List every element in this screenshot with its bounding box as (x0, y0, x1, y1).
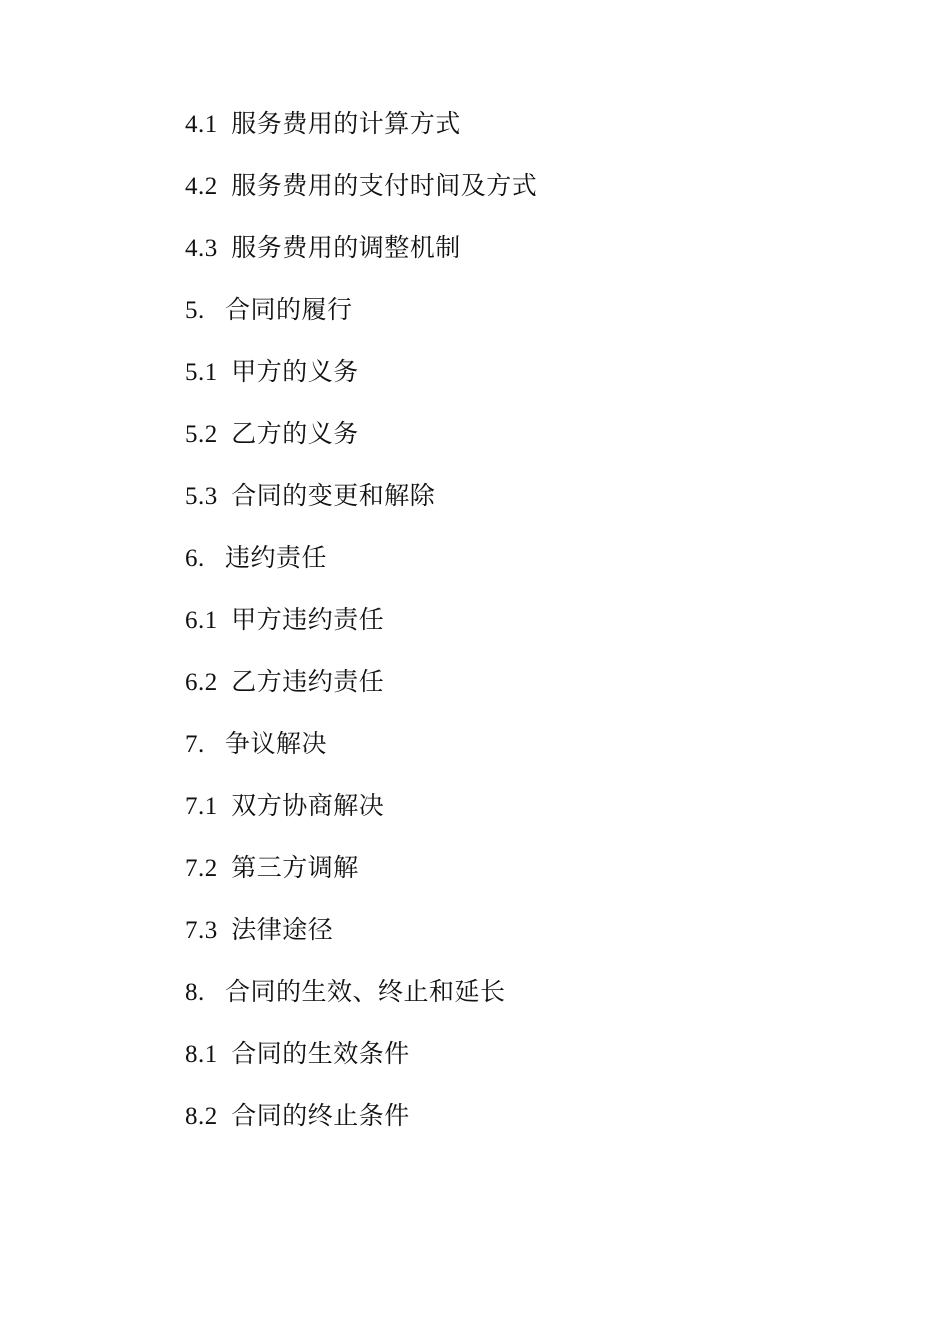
toc-entry: 4.3 服务费用的调整机制 (185, 235, 461, 262)
table-of-contents (185, 112, 830, 1129)
toc-entry: 7.2 第三方调解 (185, 855, 359, 882)
toc-entry: 5. 合同的履行 (185, 297, 353, 324)
toc-entry: 5.1 甲方的义务 (185, 359, 359, 386)
toc-entry: 6. 违约责任 (185, 545, 328, 572)
toc-entry: 7. 争议解决 (185, 731, 328, 758)
toc-entry: 5.3 合同的变更和解除 (185, 483, 436, 510)
toc-entry: 7.3 法律途径 (185, 917, 334, 944)
toc-entry: 6.2 乙方违约责任 (185, 669, 385, 696)
toc-entry: 8.2 合同的终止条件 (185, 1103, 410, 1130)
toc-entry: 4.1 服务费用的计算方式 (185, 111, 461, 138)
toc-entry: 4.2 服务费用的支付时间及方式 (185, 173, 538, 200)
toc-entry: 6.1 甲方违约责任 (185, 607, 385, 634)
toc-entry: 8.1 合同的生效条件 (185, 1041, 410, 1068)
toc-entry: 8. 合同的生效、终止和延长 (185, 979, 506, 1006)
toc-entry: 5.2 乙方的义务 (185, 421, 359, 448)
toc-entry: 7.1 双方协商解决 (185, 793, 385, 820)
